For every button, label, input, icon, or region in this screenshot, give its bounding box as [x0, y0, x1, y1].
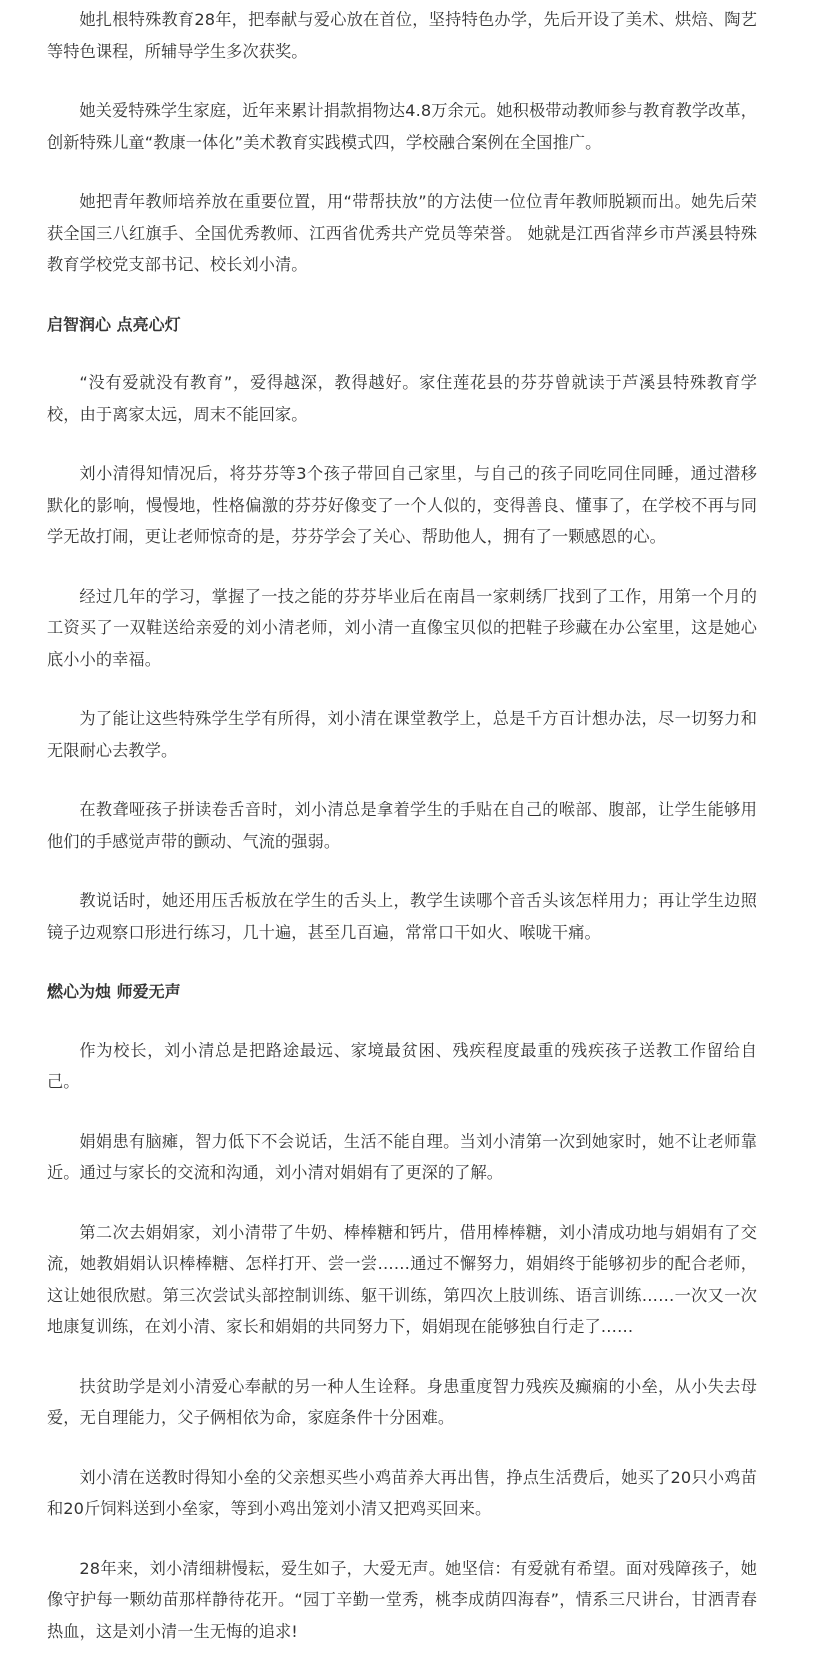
paragraph-15: 28年来，刘小清细耕慢耘，爱生如子，大爱无声。她坚信：有爱就有希望。面对残障孩子，她像守护每一颗幼苗那样静待花开。“园丁辛勤一堂秀，桃李成荫四海春”，情系三尺讲台，甘洒青春热血，这是刘小清一生无悔的追求! — [47, 1558, 757, 1641]
paragraph-10: 作为校长，刘小清总是把路途最远、家境最贫困、残疾程度最重的残疾孩子送教工作留给自己。 — [47, 1040, 757, 1091]
paragraph-9: 教说话时，她还用压舌板放在学生的舌头上，教学生读哪个音舌头该怎样用力；再让学生边照镜子边观察口形进行练习，几十遍，甚至几百遍，常常口干如火、喉咙干痛。 — [47, 891, 757, 942]
paragraph-12: 第二次去娟娟家，刘小清带了牛奶、棒棒糖和钙片，借用棒棒糖，刘小清成功地与娟娟有了交流，她教娟娟认识棒棒糖、怎样打开、尝一尝……通过不懈努力，娟娟终于能够初步的配合老师，这让她很欣慰。第三次尝试头部控制训练、躯干训练，第四次上肢训练、语言训练……一次又一次地康复训练，在刘小清、家长和娟娟的共同努力下，娟娟现在能够独自行走了…… — [47, 1222, 757, 1336]
paragraph-3: 她把青年教师培养放在重要位置，用“带帮扶放”的方法使一位位青年教师脱颖而出。她先后荣获全国三八红旗手、全国优秀教师、江西省优秀共产党员等荣誉。 她就是江西省萍乡市芦溪县特殊教育学校党支部书记、校长刘小清。 — [47, 192, 757, 274]
paragraph-11: 娟娟患有脑瘫，智力低下不会说话，生活不能自理。当刘小清第一次到她家时，她不让老师靠近。通过与家长的交流和沟通，刘小清对娟娟有了更深的了解。 — [47, 1131, 757, 1182]
section-heading-2: 燃心为烛 师爱无声 — [47, 982, 181, 1001]
paragraph-1: 她扎根特殊教育28年，把奉献与爱心放在首位，坚持特色办学，先后开设了美术、烘焙、陶艺等特色课程，所辅导学生多次获奖。 — [47, 10, 757, 61]
paragraph-13: 扶贫助学是刘小清爱心奉献的另一种人生诠释。身患重度智力残疾及癫痫的小垒，从小失去母爱，无自理能力，父子俩相依为命，家庭条件十分困难。 — [47, 1376, 757, 1427]
paragraph-7: 为了能让这些特殊学生学有所得，刘小清在课堂教学上，总是千方百计想办法，尽一切努力和无限耐心去教学。 — [47, 709, 757, 760]
paragraph-2: 她关爱特殊学生家庭，近年来累计捐款捐物达4.8万余元。她积极带动教师参与教育教学改革，创新特殊儿童“教康一体化”美术教育实践模式四，学校融合案例在全国推广。 — [47, 101, 757, 152]
paragraph-4: “没有爱就没有教育”，爱得越深，教得越好。家住莲花县的芬芬曾就读于芦溪县特殊教育学校，由于离家太远，周末不能回家。 — [47, 373, 757, 424]
paragraph-14: 刘小清在送教时得知小垒的父亲想买些小鸡苗养大再出售，挣点生活费后，她买了20只小鸡苗和20斤饲料送到小垒家，等到小鸡出笼刘小清又把鸡买回来。 — [47, 1467, 757, 1518]
section-heading-1: 启智润心 点亮心灯 — [47, 314, 181, 334]
paragraph-8: 在教聋哑孩子拼读卷舌音时，刘小清总是拿着学生的手贴在自己的喉部、腹部，让学生能够用他们的手感觉声带的颤动、气流的强弱。 — [47, 800, 757, 851]
paragraph-5: 刘小清得知情况后，将芬芬等3个孩子带回自己家里，与自己的孩子同吃同住同睡，通过潜移默化的影响，慢慢地，性格偏激的芬芬好像变了一个人似的，变得善良、懂事了，在学校不再与同学无故打闹，更让老师惊奇的是，芬芬学会了关心、帮助他人，拥有了一颗感恩的心。 — [47, 464, 757, 546]
paragraph-6: 经过几年的学习，掌握了一技之能的芬芬毕业后在南昌一家刺绣厂找到了工作，用第一个月的工资买了一双鞋送给亲爱的刘小清老师，刘小清一直像宝贝似的把鞋子珍藏在办公室里，这是她心底小小的幸福。 — [47, 586, 757, 669]
